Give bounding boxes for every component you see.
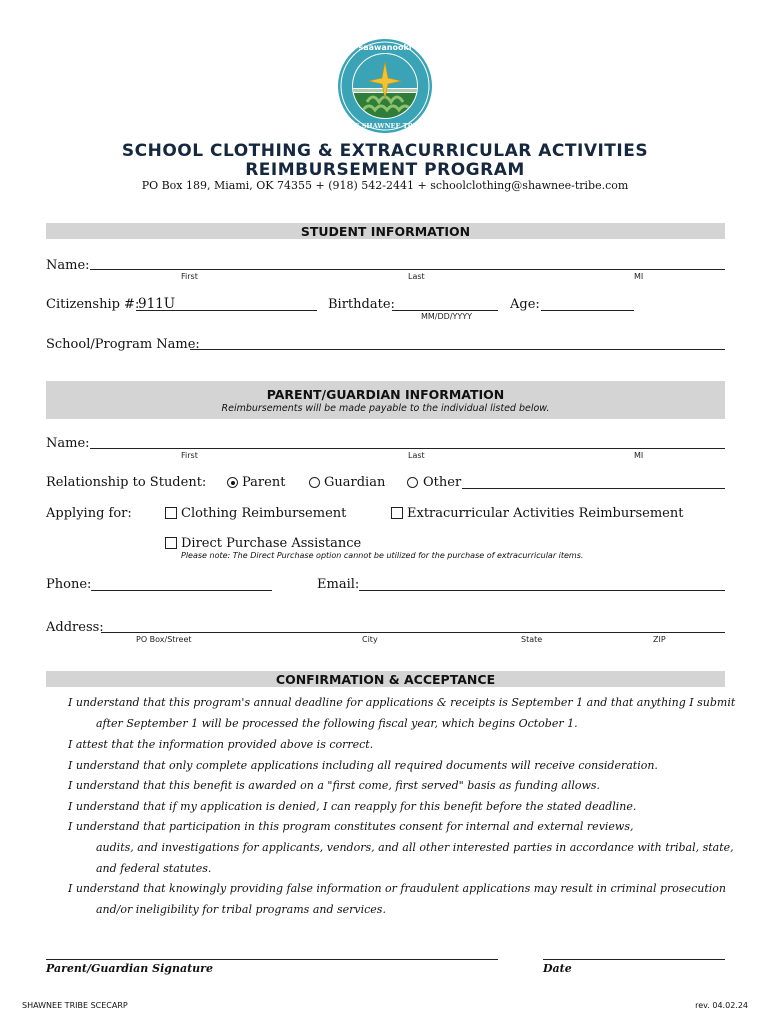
student-mi-caption: MI [634, 272, 644, 281]
guardian-option-label: Guardian [324, 475, 386, 490]
student-section-title: STUDENT INFORMATION [300, 224, 471, 239]
direct-purchase-label: Direct Purchase Assistance [181, 536, 362, 551]
citizenship-value: 911U [138, 296, 176, 312]
clothing-option-label: Clothing Reimbursement [181, 506, 347, 521]
statement-line: I understand that this program's annual deadline for applications & receipts is September 1 and that anything I submit [68, 696, 736, 709]
citizenship-label: Citizenship #: [46, 297, 140, 312]
parent-name-label: Name: [46, 436, 90, 451]
age-label: Age: [510, 297, 540, 312]
other-option-label: Other [423, 475, 462, 490]
svg-text:THE SHAWNEE TRIBE: THE SHAWNEE TRIBE [343, 122, 427, 130]
parent-section-note: Reimbursements will be made payable to the individual listed below. [221, 403, 550, 414]
zip-caption: ZIP [653, 635, 666, 644]
student-section-bar [46, 223, 725, 239]
statement-line: I understand that this benefit is awarded on a "first come, first served" basis as funding allows. [68, 779, 601, 792]
tribe-logo [337, 38, 433, 134]
signature-field[interactable] [46, 959, 498, 960]
birthdate-field[interactable] [392, 310, 498, 311]
school-field[interactable] [190, 349, 725, 350]
student-first-caption: First [181, 272, 198, 281]
svg-text:saawanooki: saawanooki [358, 43, 412, 52]
student-name-field[interactable] [90, 269, 725, 270]
confirmation-section-bar [46, 671, 725, 687]
confirmation-section-title: CONFIRMATION & ACCEPTANCE [275, 672, 496, 687]
statement-line: after September 1 will be processed the following fiscal year, which begins October 1. [96, 717, 578, 730]
date-label: Date [543, 962, 572, 975]
email-label: Email: [317, 577, 360, 592]
statement-line: I understand that knowingly providing false information or fraudulent applications may result in criminal prosecution [68, 882, 726, 895]
parent-section-title: PARENT/GUARDIAN INFORMATION [266, 387, 505, 402]
signature-label: Parent/Guardian Signature [46, 962, 213, 975]
parent-section-bar [46, 381, 725, 419]
date-field[interactable] [543, 959, 725, 960]
po-box-caption: PO Box/Street [136, 635, 192, 644]
address-field[interactable] [101, 632, 725, 633]
statement-line: I understand that only complete applications including all required documents will receive consideration. [68, 759, 658, 772]
direct-purchase-note: Please note: The Direct Purchase option cannot be utilized for the purchase of extracurricular items. [181, 551, 584, 560]
applying-for-label: Applying for: [46, 506, 132, 521]
extracurricular-option-label: Extracurricular Activities Reimbursement [407, 506, 684, 521]
parent-option-label: Parent [242, 475, 286, 490]
birthdate-format-caption: MM/DD/YYYY [421, 312, 473, 321]
statement-line: I understand that if my application is denied, I can reapply for this benefit before the stated deadline. [68, 800, 637, 813]
email-field[interactable] [359, 590, 725, 591]
parent-last-caption: Last [408, 451, 425, 460]
footer-form-id: SHAWNEE TRIBE SCECARP [22, 1001, 128, 1010]
statement-line: and/or ineligibility for tribal programs and services. [96, 903, 386, 916]
statement-line: and federal statutes. [96, 862, 212, 875]
tribe-seal-icon [337, 38, 433, 134]
school-label: School/Program Name: [46, 337, 200, 352]
statement-line: audits, and investigations for applicants, vendors, and all other interested parties in accordance with tribal, state, [96, 841, 734, 854]
parent-radio[interactable] [227, 477, 238, 488]
other-relationship-field[interactable] [462, 488, 725, 489]
parent-mi-caption: MI [634, 451, 644, 460]
phone-field[interactable] [91, 590, 272, 591]
student-name-label: Name: [46, 258, 90, 273]
contact-line: PO Box 189, Miami, OK 74355 + (918) 542-2441 + schoolclothing@shawnee-tribe.com [141, 179, 629, 192]
extracurricular-checkbox[interactable] [391, 507, 403, 519]
relationship-label: Relationship to Student: [46, 475, 207, 490]
other-radio[interactable] [407, 477, 418, 488]
page-title-line2: REIMBURSEMENT PROGRAM [245, 160, 525, 180]
birthdate-label: Birthdate: [328, 297, 395, 312]
direct-purchase-checkbox[interactable] [165, 537, 177, 549]
clothing-checkbox[interactable] [165, 507, 177, 519]
parent-name-field[interactable] [90, 448, 725, 449]
address-label: Address: [46, 620, 104, 635]
page-title-line1: SCHOOL CLOTHING & EXTRACURRICULAR ACTIVITIES [121, 141, 649, 161]
age-field[interactable] [541, 310, 634, 311]
city-caption: City [362, 635, 378, 644]
student-last-caption: Last [408, 272, 425, 281]
statement-line: I understand that participation in this program constitutes consent for internal and external reviews, [68, 820, 634, 833]
parent-first-caption: First [181, 451, 198, 460]
phone-label: Phone: [46, 577, 92, 592]
guardian-radio[interactable] [309, 477, 320, 488]
state-caption: State [521, 635, 543, 644]
footer-revision: rev. 04.02.24 [695, 1001, 748, 1010]
statement-line: I attest that the information provided above is correct. [68, 738, 374, 751]
